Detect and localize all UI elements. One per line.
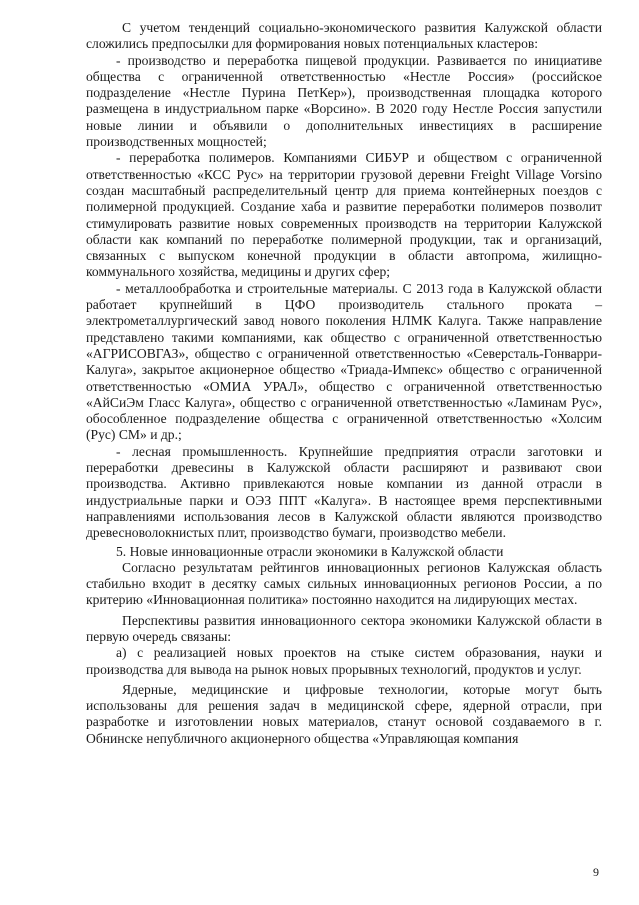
metal-cluster-item: - металлообработка и строительные материалы. С 2013 года в Калужской области работает крупнейший в ЦФО производитель стального проката – электрометаллургический завод нового поколения НЛМК Калуга. Также направление представлено такими компаниями, как общество с ограниченной ответственностью «АГРИСОВГАЗ», общество с ограниченной ответственностью «Северсталь-Гонварри-Калуга», закрытое акционерное общество «Триада-Импекс» общество с ограниченной ответственностью «ОМИА УРАЛ», общество с ограниченной ответственностью «АйСиЭм Гласс Калуга», общество с ограниченной ответственностью «Ламинам Рус», обособленное подразделение общества с ограниченной ответственностью «Холсим (Рус) СМ» и др.; <box>86 280 602 443</box>
page-number: 9 <box>593 865 599 879</box>
list-item-a: а) с реализацией новых проектов на стыке систем образования, науки и производства для вывода на рынок новых прорывных технологий, продуктов и услуг. <box>86 645 602 677</box>
section-heading: 5. Новые инновационные отрасли экономики в Калужской области <box>116 543 504 559</box>
prospects-paragraph: Перспективы развития инновационного сектора экономики Калужской области в первую очередь связаны: <box>86 612 602 644</box>
document-page <box>86 20 602 747</box>
forest-cluster-item: - лесная промышленность. Крупнейшие предприятия отрасли заготовки и переработки древесины в Калужской области расширяют и развивают свои производства. Активно привлекаются новые компании из данной отрасли в индустриальные парки и ОЭЗ ППТ «Калуга». В настоящее время перспективными направлениями использования лесов в Калужской области являются производство древесноволокнистых плит, производство бумаги, производство мебели. <box>86 443 602 541</box>
polymer-cluster-item: - переработка полимеров. Компаниями СИБУР и обществом с ограниченной ответственностью «КСС Рус» на территории грузовой деревни Freight Village Vorsino создан масштабный распределительный центр для приема контейнерных поездов с полимерной продукцией. Создание хаба и развитие переработки полимеров позволит стимулировать развитие новых современных производств на территории Калужской области как компаний по переработке полимерной продукции, так и организаций, связанных с выпуском конечной продукции в области автопрома, жилищно-коммунального хозяйства, медицины и других сфер; <box>86 150 602 280</box>
technology-paragraph: Ядерные, медицинские и цифровые технологии, которые могут быть использованы для решения задач в медицинской сфере, ядерной отрасли, при разработке и изготовлении новых материалов, станут основой создаваемого в г. Обнинске непубличного акционерного общества «Управляющая компания <box>86 681 602 746</box>
food-cluster-item: - производство и переработка пищевой продукции. Развивается по инициативе общества с ограниченной ответственностью «Нестле Россия» (российское подразделение «Нестле Пурина ПетКер»), производственная площадка которого размещена в индустриальном парке «Ворсино». В 2020 году Нестле Россия запустили новые линии и объявили о дополнительных инвестициях в расширение производственных мощностей; <box>86 52 602 150</box>
rating-paragraph: Согласно результатам рейтингов инновационных регионов Калужская область стабильно входит в десятку самых сильных инновационных регионов России, а по критерию «Инновационная политика» постоянно находится на лидирующих местах. <box>86 559 602 608</box>
intro-paragraph: С учетом тенденций социально-экономического развития Калужской области сложились предпосылки для формирования новых потенциальных кластеров: <box>86 20 602 52</box>
